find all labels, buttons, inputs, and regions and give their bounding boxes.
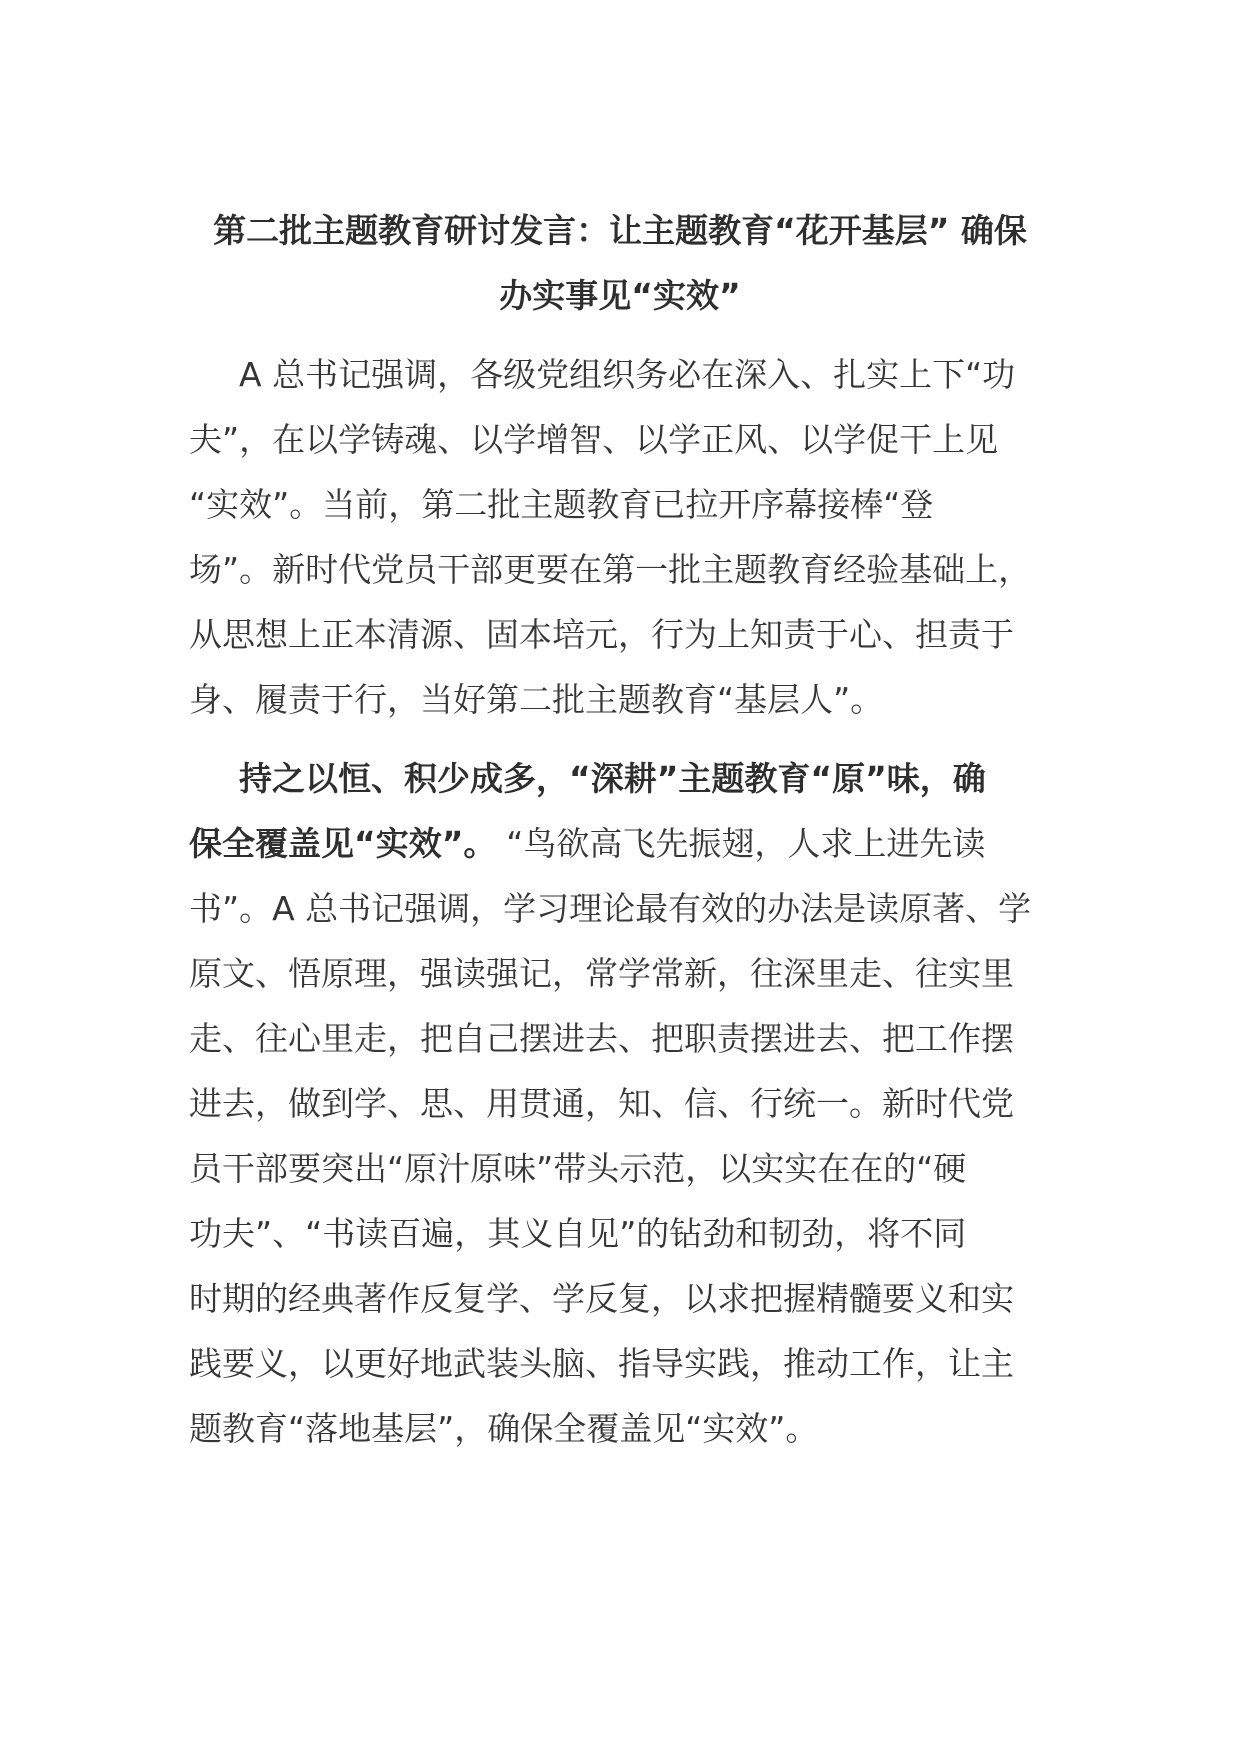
paragraph-line: 从思想上正本清源、固本培元，行为上知责于心、担责于 <box>189 615 1014 654</box>
paragraph-line: “实效”。当前，第二批主题教育已拉开序幕接棒“登 <box>189 485 934 524</box>
paragraph <box>189 746 1051 1461</box>
paragraph-line: 场”。新时代党员干部更要在第一批主题教育经验基础上， <box>189 550 1032 589</box>
paragraph-line <box>189 746 1051 811</box>
paragraph-line: 身、履责于行，当好第二批主题教育“基层人”。 <box>189 680 884 719</box>
paragraph-heading: 持之以恒、积少成多，“深耕”主题教育“原”味，确 <box>239 759 986 798</box>
document-title <box>189 198 1051 328</box>
paragraph-line: 原文、悟原理，强读强记，常学常新，往深里走、往实里 <box>189 954 1014 993</box>
paragraph-line: A 总书记强调，各级党组织务必在深入、扎实上下“功 <box>239 355 1016 394</box>
paragraph-line: 员干部要突出“原汁原味”带头示范，以实实在在的“硬 <box>189 1149 967 1188</box>
paragraph-line: 践要义，以更好地武装头脑、指导实践，推动工作，让主 <box>189 1344 1014 1383</box>
paragraph-line: 时期的经典著作反复学、学反复，以求把握精髓要义和实 <box>189 1279 1014 1318</box>
paragraph-line <box>189 811 1051 876</box>
title-line: 第二批主题教育研讨发言：让主题教育“花开基层” 确保 <box>213 211 1027 250</box>
title-line: 办实事见“实效” <box>499 276 741 315</box>
document-body <box>189 198 1051 1475</box>
paragraph-line: 夫”，在以学铸魂、以学增智、以学正风、以学促干上见 <box>189 420 999 459</box>
paragraph-line: 进去，做到学、思、用贯通，知、信、行统一。新时代党 <box>189 1084 1014 1123</box>
paragraph-heading: 保全覆盖见“实效”。 <box>189 824 497 863</box>
paragraph <box>189 342 1051 732</box>
paragraph-line: 题教育“落地基层”，确保全覆盖见“实效”。 <box>189 1409 819 1448</box>
paragraph-text: “鸟欲高飞先振翅，人求上进先读 <box>506 824 986 863</box>
paragraph-line: 走、往心里走，把自己摆进去、把职责摆进去、把工作摆 <box>189 1019 1014 1058</box>
paragraph-line: 功夫”、“书读百遍，其义自见”的钻劲和韧劲，将不同 <box>189 1214 967 1253</box>
paragraph-line: 书”。A 总书记强调，学习理论最有效的办法是读原著、学 <box>189 889 1032 928</box>
